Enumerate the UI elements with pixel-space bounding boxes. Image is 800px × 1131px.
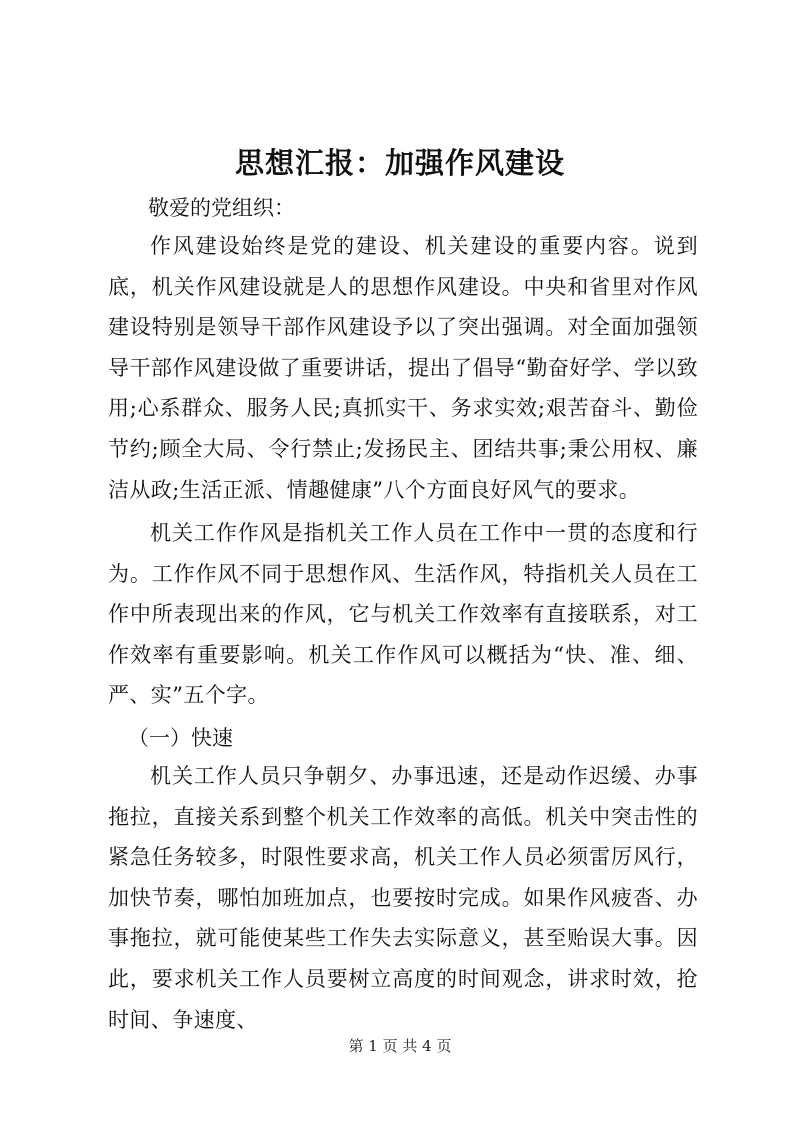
paragraph-2: 机关工作作风是指机关工作人员在工作中一贯的态度和行为。工作作风不同于思想作风、生活作风，特指机关人员在工作中所表现出来的作风，它与机关工作效率有直接联系，对工作效率有重要影响。机关工作作风可以概括为“快、准、细、严、实”五个字。	[108, 521, 698, 708]
section-heading: （一）快速	[128, 726, 233, 750]
document-title: 思想汇报：加强作风建设	[234, 146, 565, 180]
paragraph-1: 作风建设始终是党的建设、机关建设的重要内容。说到底，机关作风建设就是人的思想作风建设。中央和省里对作风建设特别是领导干部作风建设予以了突出强调。对全面加强领导干部作风建设做了重要讲话，提出了倡导“勤奋好学、学以致用;心系群众、服务人民;真抓实干、务求实效;艰苦奋斗、勤俭节约;顾全大局、令行禁止;发扬民主、团结共事;秉公用权、廉洁从政;生活正派、情趣健康”八个方面良好风气的要求。	[108, 234, 698, 502]
section-paragraph: 机关工作人员只争朝夕、办事迅速，还是动作迟缓、办事拖拉，直接关系到整个机关工作效率的高低。机关中突击性的紧急任务较多，时限性要求高，机关工作人员必须雷厉风行，加快节奏，哪怕加班加点，也要按时完成。如果作风疲沓、办事拖拉，就可能使某些工作失去实际意义，甚至贻误大事。因此，要求机关工作人员要树立高度的时间观念，讲求时效，抢时间、争速度、	[108, 764, 698, 1032]
page-footer: 第 1 页 共 4 页	[348, 1037, 452, 1055]
salutation: 敬爱的党组织：	[148, 196, 295, 220]
